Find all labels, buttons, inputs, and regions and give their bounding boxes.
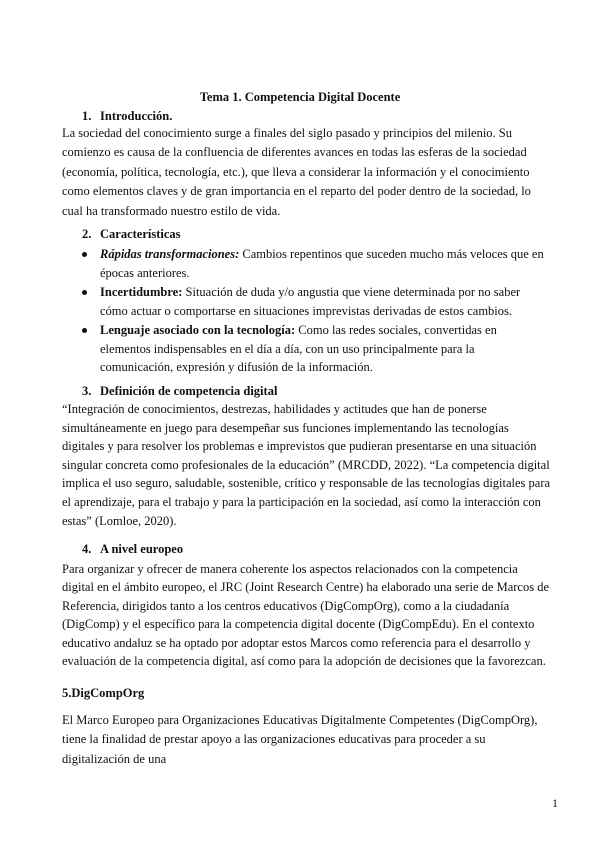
section-heading-digcomporg: 5.DigCompOrg: [62, 686, 145, 700]
section-heading-definicion: [82, 384, 277, 399]
page-number: 1: [552, 796, 558, 810]
section-title: Definición de competencia digital: [100, 384, 278, 398]
paragraph-introduccion: La sociedad del conocimiento surge a finales del siglo pasado y principios del milenio. Su comienzo es causa de la confluencia de diferentes avances en todas las esferas de la sociedad (economía, política, tecnología, etc.), que lleva a considerar la información y el conocimiento como elementos claves y de gran importancia en el reparto del poder dentro de la sociedad, lo cual ha transformado nuestro estilo de vida.: [62, 126, 531, 218]
list-item-term: Lenguaje asociado con la tecnología:: [100, 323, 296, 337]
section-number: 3.: [82, 384, 92, 398]
document-title: Tema 1. Competencia Digital Docente: [199, 90, 401, 104]
section-number: 1.: [82, 109, 92, 123]
section-heading-caracteristicas: [82, 227, 181, 242]
section-number: 4.: [82, 542, 92, 556]
list-item: [80, 245, 550, 282]
list-item-text: Situación de duda y/o angustia que viene determinada por no saber cómo actuar o comportarse en situaciones imprevistas derivadas de estos cambios.: [100, 285, 521, 318]
section-number: 2.: [82, 227, 92, 241]
list-item-term: Incertidumbre:: [100, 285, 183, 299]
list-item-term: Rápidas transformaciones:: [100, 247, 240, 261]
section-title: A nivel europeo: [100, 542, 184, 556]
section-heading-nivel-europeo: [82, 542, 183, 557]
section-title: Introducción.: [100, 109, 173, 123]
list-item-text: Cambios repentinos que suceden mucho más veloces que en épocas anteriores.: [100, 247, 544, 280]
bullet-icon: [82, 328, 87, 333]
paragraph-digcomporg: El Marco Europeo para Organizaciones Educativas Digitalmente Competentes (DigCompOrg), tiene la finalidad de prestar apoyo a las organizaciones educativas para proceder a su digitalización de una: [62, 713, 538, 766]
list-item-text: Como las redes sociales, convertidas en elementos indispensables en el día a día, con un uso principalmente para la comunicación, expresión y difusión de la información.: [100, 323, 497, 374]
bullet-icon: [82, 252, 87, 257]
paragraph-nivel-europeo: Para organizar y ofrecer de manera coherente los aspectos relacionados con la competencia digital en el ámbito europeo, el JRC (Joint Research Centre) ha elaborado una serie de Marcos de Referencia, dirigidos tanto a los centros educativos (DigCompOrg), como a la ciudadanía (DigComp) y el específico para la competencia digital docente (DigCompEdu). En el contexto educativo andaluz se ha optado por adoptar estos Marcos como referencia para el desarrollo y evaluación de la competencia digital, así como para la adopción de decisiones que la favorezcan.: [62, 562, 549, 669]
section-title: Características: [100, 227, 181, 241]
bullet-icon: [82, 290, 87, 295]
section-heading-introduccion: [82, 109, 172, 124]
list-item: [80, 321, 550, 377]
paragraph-definicion: “Integración de conocimientos, destrezas, habilidades y actitudes que han de ponerse simultáneamente en juego para desempeñar sus funciones implementando las tecnologías digitales y para resolver los problemas e imprevistos que pudieran presentarse en una situación singular concreta como profesionales de la educación” (MRCDD, 2022). “La competencia digital implica el uso seguro, saludable, sostenible, crítico y responsable de las tecnologías digitales para el aprendizaje, para el trabajo y para la participación en la sociedad, así como la interacción con estas” (Lomloe, 2020).: [62, 402, 551, 528]
characteristics-list: [80, 245, 550, 377]
list-item: [80, 283, 550, 320]
